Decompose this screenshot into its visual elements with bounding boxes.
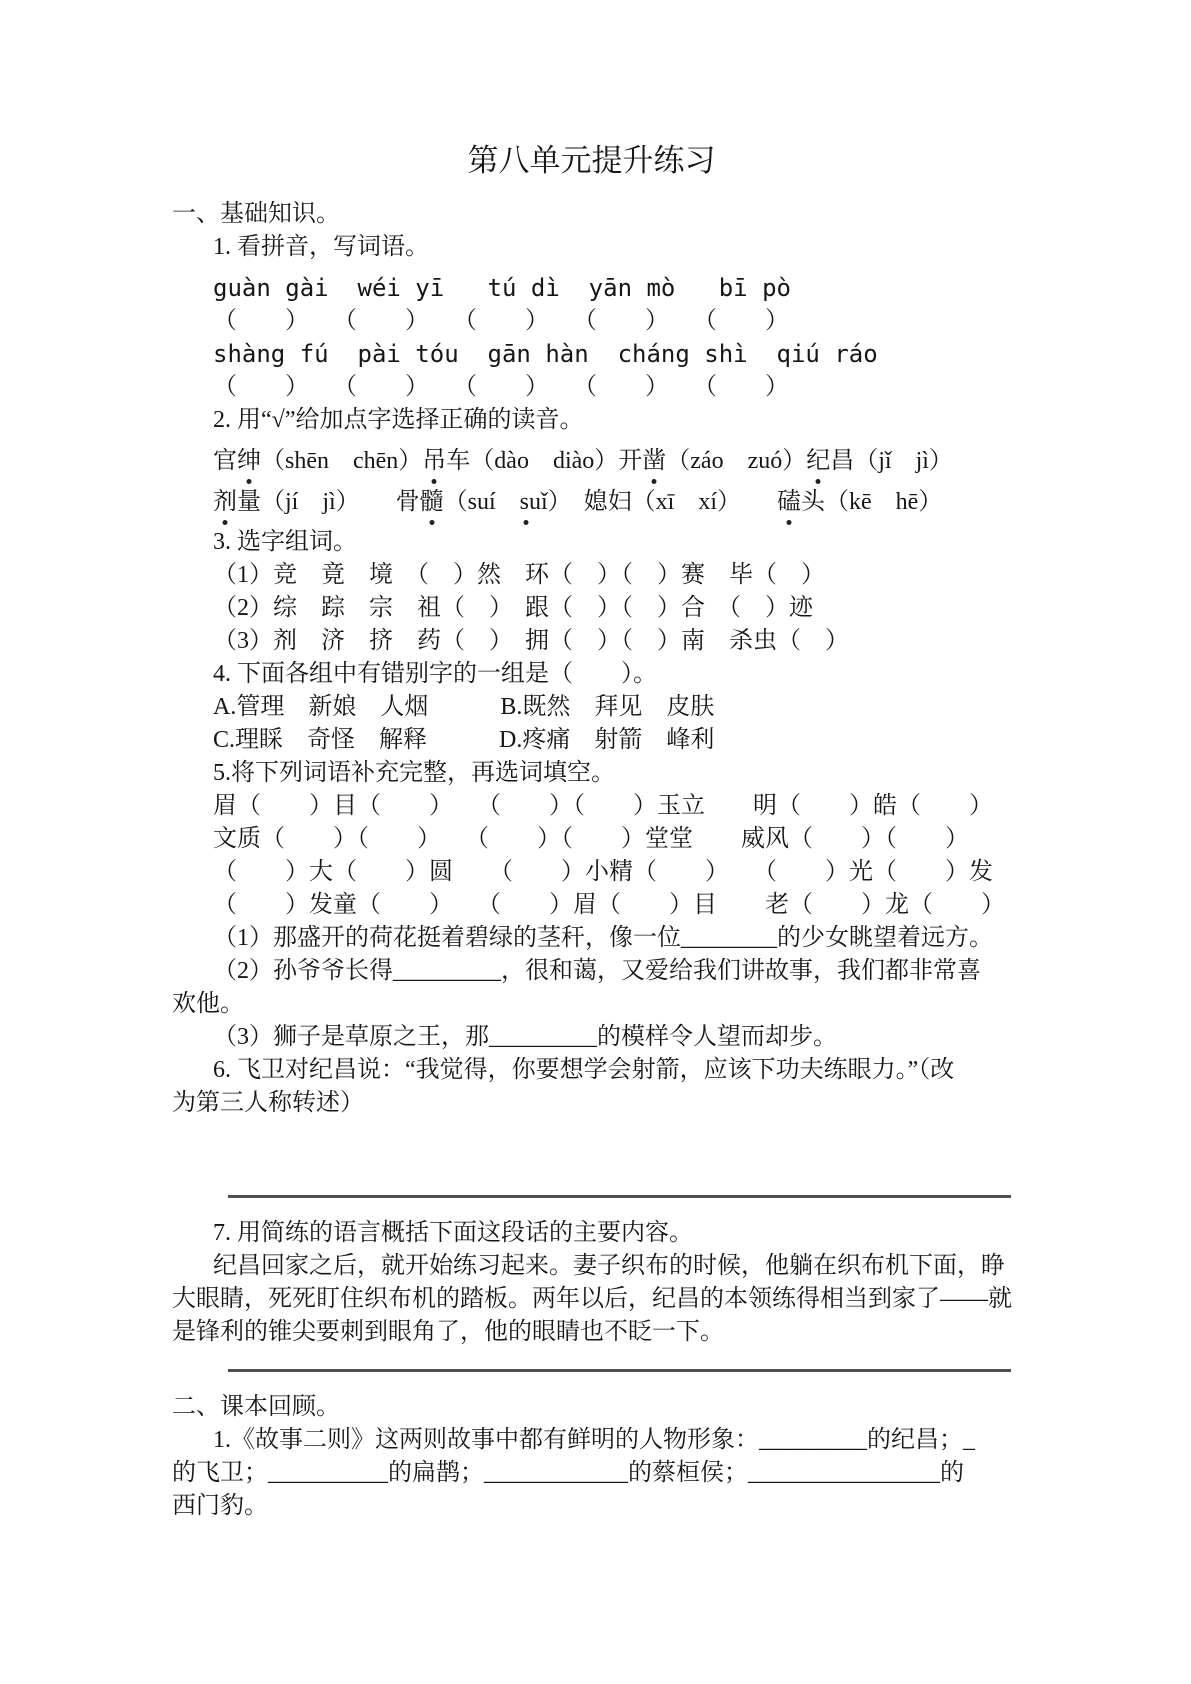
q1-pinyin-row-1: guàn gài wéi yī tú dì yān mò bī pò (213, 274, 791, 302)
q2-pronunciation-row-2 (213, 486, 1041, 519)
section-2-heading: 二、课本回顾。 (172, 1394, 340, 1420)
dotted-char: 髓 (420, 486, 444, 519)
s2-q1-line-3: 西门豹。 (172, 1493, 268, 1519)
q4-options-ab: A.管理 新娘 人烟 B.既然 拜见 皮肤 (213, 694, 715, 720)
q7-label: 7. 用简练的语言概括下面这段话的主要内容。 (213, 1220, 693, 1246)
s2-q1-line-1: 1.《故事二则》这两则故事中都有鲜明的人物形象：_________的纪昌；_ (213, 1427, 975, 1453)
q1-label: 1. 看拼音，写词语。 (213, 234, 429, 260)
q3-item-1: （1）竞 竟 境 （ ）然 环（ ）（ ）赛 毕（ ） (213, 562, 825, 588)
dotted-char: 纪 (806, 445, 830, 478)
q7-paragraph-line-2: 大眼睛，死死盯住织布机的踏板。两年以后，纪昌的本领练得相当到家了——就 (172, 1286, 1012, 1312)
q5-idiom-row-1: 眉（ ）目（ ） （ ）（ ）玉立 明（ ）皓（ ） (213, 793, 993, 819)
text-segment: 妇（xī xí） (607, 489, 778, 515)
q1-pinyin-row-2: shàng fú pài tóu gān hàn cháng shì qiú ráo (213, 340, 878, 368)
dotted-char: （suí suǐ） 媳 (444, 486, 608, 519)
answer-line (228, 1369, 1011, 1372)
q2-pronunciation-row-1 (213, 445, 1041, 478)
text-segment: （shēn chēn） (261, 448, 423, 474)
section-1-heading: 一、基础知识。 (172, 201, 340, 227)
dotted-char: 凿 (642, 445, 666, 478)
q5-fill-sentence-3: （3）狮子是草原之王，那_________的模样令人望而却步。 (213, 1024, 837, 1050)
q3-label: 3. 选字组词。 (213, 529, 357, 555)
q5-idiom-row-4: （ ）发童（ ） （ ）眉（ ）目 老（ ）龙（ ） (213, 892, 1005, 918)
q7-paragraph-line-3: 是锋利的锥尖要刺到眼角了，他的眼睛也不眨一下。 (172, 1319, 724, 1345)
q7-paragraph-line-1: 纪昌回家之后，就开始练习起来。妻子织布的时候，他躺在织布机下面，睁 (213, 1253, 1005, 1279)
answer-line (228, 1195, 1011, 1198)
q6-sentence: 6. 飞卫对纪昌说：“我觉得，你要想学会射箭，应该下功夫练眼力。”（改 (213, 1057, 955, 1083)
text-segment: 官 (213, 448, 237, 474)
dotted-char: 吊 (422, 445, 446, 478)
q1-answer-blanks-row-2: （ ） （ ） （ ） （ ） （ ） (213, 374, 789, 400)
q1-answer-blanks-row-1: （ ） （ ） （ ） （ ） （ ） (213, 308, 789, 334)
q2-label: 2. 用“√”给加点字选择正确的读音。 (213, 407, 584, 433)
q5-fill-sentence-2-continued: 欢他。 (172, 991, 244, 1017)
q4-label: 4. 下面各组中有错别字的一组是（ ）。 (213, 661, 657, 687)
text-segment: 昌（jǐ jì） (830, 448, 953, 474)
q3-item-2: （2）综 踪 宗 祖（ ） 跟（ ）（ ）合 （ ）迹 (213, 595, 813, 621)
s2-q1-line-2: 的飞卫；__________的扁鹊；____________的蔡桓侯；________________的 (172, 1460, 964, 1486)
text-segment: 量（jí jì） 骨 (237, 489, 420, 515)
q5-fill-sentence-2: （2）孙爷爷长得_________，很和蔼，又爱给我们讲故事，我们都非常喜 (213, 958, 981, 984)
dotted-char: 磕 (777, 486, 801, 519)
text-segment: （záo zuó） (666, 448, 807, 474)
q5-idiom-row-2: 文质（ ）（ ） （ ）（ ）堂堂 威风（ ）（ ） (213, 826, 969, 852)
q5-idiom-row-3: （ ）大（ ）圆 （ ）小精（ ） （ ）光（ ）发 (213, 859, 993, 885)
q3-item-3: （3）剂 济 挤 药（ ） 拥（ ）（ ）南 杀虫（ ） (213, 628, 849, 654)
text-segment: 头（kē hē） (801, 489, 943, 515)
q4-options-cd: C.理睬 奇怪 解释 D.疼痛 射箭 峰利 (213, 727, 715, 753)
dotted-char: 绅 (237, 445, 261, 478)
q5-fill-sentence-1: （1）那盛开的荷花挺着碧绿的茎秆，像一位________的少女眺望着远方。 (213, 925, 993, 951)
q5-label: 5.将下列词语补充完整，再选词填空。 (213, 760, 615, 786)
dotted-char: 剂 (213, 486, 237, 519)
page-title: 第八单元提升练习 (467, 143, 716, 178)
text-segment: 车（dào diào）开 (446, 448, 643, 474)
q6-sentence-continued: 为第三人称转述） (172, 1090, 364, 1116)
